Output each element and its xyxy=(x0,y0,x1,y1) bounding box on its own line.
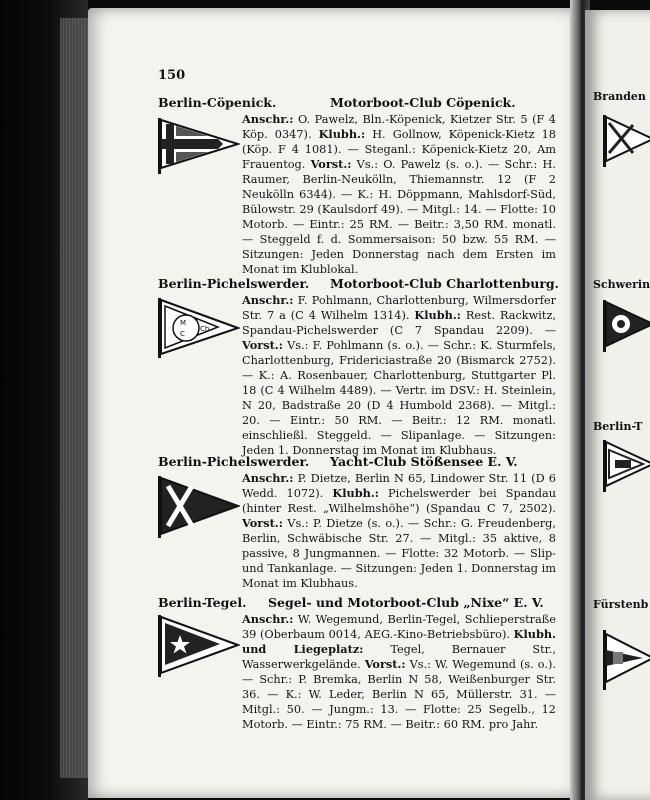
text-board: Vs.: P. Dietze (s. o.). — Schr.: G. Freudenberg, Berlin, Schwäbische Str. 27. — Mitgl.: 35 aktive, 8 passive, 8 Jungmannen. — Flotte: 32 Motorb. — Slip- und Tankanlage. — Sitzungen: Jeden 1. Donnerstag im Monat im Klubhaus. xyxy=(242,517,556,590)
club-flag-icon xyxy=(158,298,240,358)
label-address: Anschr.: xyxy=(242,612,294,626)
entry-details xyxy=(242,293,556,458)
entry-location: Berlin-Pichelswerder. xyxy=(158,454,310,469)
text-clubhouse: Rest. Rackwitz, Spandau-Pichelswerder (C 7 Spandau 2209). — xyxy=(242,309,556,337)
club-flag-icon xyxy=(158,615,240,677)
svg-text:C: C xyxy=(180,330,185,338)
label-clubhouse: Klubh.: xyxy=(332,486,379,500)
club-flag-icon xyxy=(603,630,650,690)
svg-text:Ch.: Ch. xyxy=(200,325,212,333)
text-address: O. Pawelz, Bln.-Köpenick, Kietzer Str. 5 (F 4 Köp. 0347). xyxy=(242,113,556,141)
entry-location: Berlin-Pichelswerder. xyxy=(158,276,310,291)
right-page-label: Schwerin xyxy=(593,278,650,291)
club-flag-icon xyxy=(603,440,650,492)
right-page-partial xyxy=(585,10,650,800)
entry-club-name: Segel- und Motorboot-Club „Nixe“ E. V. xyxy=(268,595,544,610)
text-board: Vs.: O. Pawelz (s. o.). — Schr.: H. Raumer, Berlin-Neukölln, Thiemannstr. 12 (F 2 Neukölln 6344). — K.: H. Döppmann, Mahlsdorf-Süd, Bülowstr. 29 (Kaulsdorf 49). — Mitgl.: 14. — Flotte: 10 Motorb. — Eintr.: 25 RM. — Beitr.: 3,50 RM. monatl. — Steggeld f. d. Sommersaison: 50 bzw. 55 RM. — Sitzungen: Jeden Donnerstag nach dem Ersten im Monat im Klublokal. xyxy=(242,158,556,276)
svg-text:M: M xyxy=(180,319,187,327)
label-address: Anschr.: xyxy=(242,112,294,126)
entry-location: Berlin-Tegel. xyxy=(158,595,247,610)
label-clubhouse: Klubh.: xyxy=(318,127,366,141)
text-board: Vs.: W. Wegemund (s. o.). — Schr.: P. Bremka, Berlin N 58, Weißenburger Str. 36. — K.: W. Leder, Berlin N 65, Müllerstr. 31. — Mitgl.: 50. — Jungm.: 13. — Flotte: 25 Segelb., 12 Motorb. — Eintr.: 75 RM. — Beitr.: 60 RM. pro Jahr. xyxy=(242,658,556,731)
text-address: F. Pohlmann, Charlottenburg, Wilmersdorfer Str. 7 a (C 4 Wilhelm 1314). xyxy=(242,294,556,322)
text-address: W. Wegemund, Berlin-Tegel, Schlieperstraße 39 (Oberbaum 0014, AEG.-Kino-Betriebsbüro). xyxy=(242,613,556,641)
entry-location: Berlin-Cöpenick. xyxy=(158,95,277,110)
entry-club-name: Yacht-Club Stößensee E. V. xyxy=(330,454,518,469)
club-flag-icon xyxy=(603,300,650,352)
label-address: Anschr.: xyxy=(242,293,294,307)
text-clubhouse: Pichelswerder bei Spandau (hinter Rest. „Wilhelmshöhe“) (Spandau C 7, 2502). xyxy=(242,487,556,515)
label-board: Vorst.: xyxy=(242,338,283,352)
page-number: 150 xyxy=(158,68,186,83)
entry-details xyxy=(242,612,556,732)
right-page-label: Branden xyxy=(593,90,646,103)
text-clubhouse: Tegel, Bernauer Str., Wasserwerkgelände. xyxy=(242,643,556,671)
text-clubhouse: H. Gollnow, Köpenick-Kietz 18 (Köp. F 4 1081). — Steganl.: Köpenick-Kietz 20, Am Frauentog. xyxy=(242,128,556,171)
entry-details xyxy=(242,112,556,277)
text-board: Vs.: F. Pohlmann (s. o.). — Schr.: K. Sturmfels, Charlottenburg, Fridericiastraße 20 (Bismarck 2752). — K.: A. Rosenbauer, Charlottenburg, Stuttgarter Pl. 18 (C 4 Wilhelm 4489). — Vertr. im DSV.: H. Steinlein, N 20, Badstraße 20 (D 4 Humbold 2368). — Mitgl.: 20. — Eintr.: 50 RM. — Beitr.: 12 RM. monatl. einschließl. Steggeld. — Slipanlage. — Sitzungen: Jeden 1. Donnerstag im Monat im Klubhaus. xyxy=(242,339,556,457)
label-clubhouse: Klubh.: xyxy=(414,308,461,322)
label-address: Anschr.: xyxy=(242,471,294,485)
right-page-label: Berlin-T xyxy=(593,420,643,433)
label-board: Vorst.: xyxy=(310,157,352,171)
entry-club-name: Motorboot-Club Cöpenick. xyxy=(330,95,516,110)
text-address: P. Dietze, Berlin N 65, Lindower Str. 11 (D 6 Wedd. 1072). xyxy=(242,472,556,500)
label-board: Vorst.: xyxy=(242,516,283,530)
club-flag-icon xyxy=(158,118,240,174)
label-board: Vorst.: xyxy=(364,657,406,671)
entry-details xyxy=(242,471,556,591)
label-clubhouse: Klubh. und Liegeplatz: xyxy=(242,627,556,656)
club-flag-icon xyxy=(158,476,240,538)
right-page-label: Fürstenb xyxy=(593,598,649,611)
club-flag-icon xyxy=(603,115,650,167)
entry-club-name: Motorboot-Club Charlottenburg. xyxy=(330,276,560,291)
